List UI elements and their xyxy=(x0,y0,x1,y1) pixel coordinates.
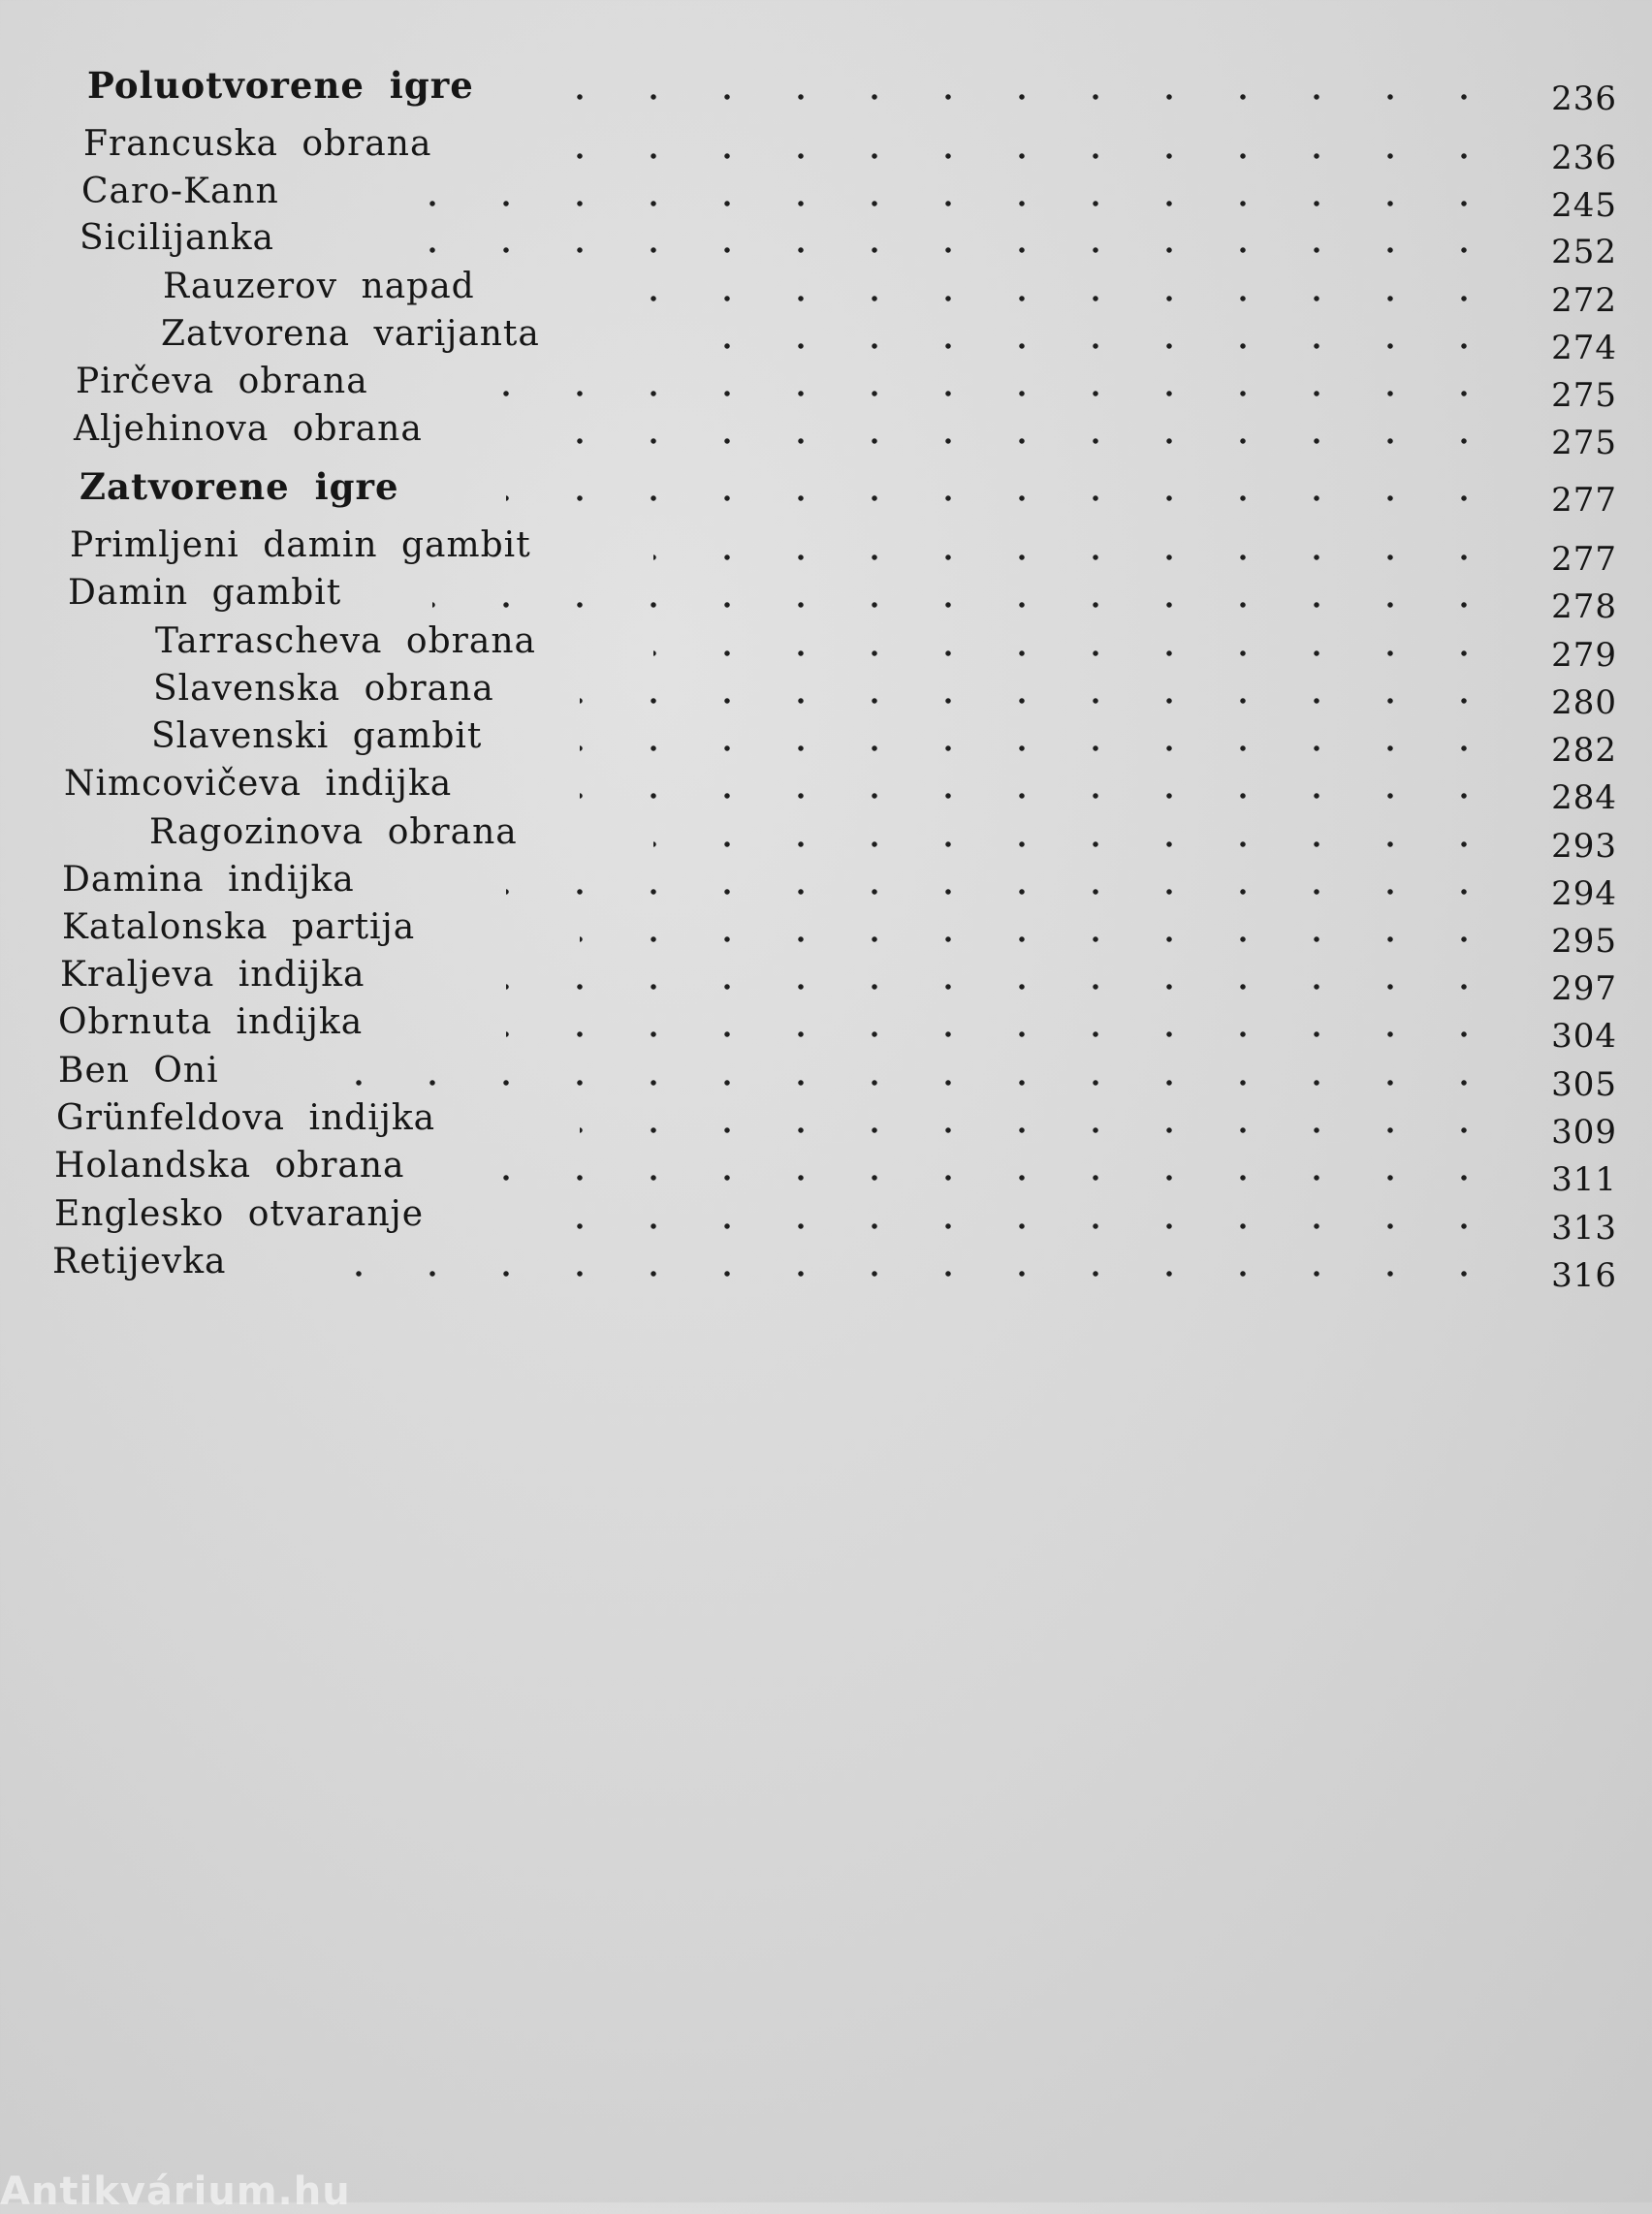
toc-heading xyxy=(0,58,1652,118)
dot-leader xyxy=(506,494,1501,502)
toc-page-number: 294 xyxy=(1551,874,1617,913)
toc-entry-title: Rauzerov napad xyxy=(163,267,475,306)
toc-entry-title: Aljehinova obrana xyxy=(74,409,423,449)
toc-page-number: 236 xyxy=(1551,79,1617,118)
toc-entry xyxy=(0,117,1652,177)
toc-page-number: 311 xyxy=(1551,1160,1617,1199)
toc-entry xyxy=(0,948,1652,1008)
dot-leader xyxy=(580,1126,1501,1134)
toc-entry xyxy=(0,901,1652,961)
toc-page-number: 313 xyxy=(1551,1209,1617,1248)
toc-subentry xyxy=(0,806,1652,866)
toc-entry-title: Slavenski gambit xyxy=(151,716,483,756)
toc-entry-title: Nimcovičeva indijka xyxy=(64,764,453,804)
toc-entry xyxy=(0,1235,1652,1295)
dot-leader xyxy=(580,792,1501,800)
toc-entry-title: Englesko otvaranje xyxy=(54,1194,424,1234)
dot-leader xyxy=(580,935,1501,943)
toc-page-number: 277 xyxy=(1551,540,1617,579)
toc-entry-title: Grünfeldova indijka xyxy=(56,1098,436,1138)
dot-leader xyxy=(588,295,1501,302)
toc-entry-title: Katalonska partija xyxy=(62,907,416,947)
toc-entry-title: Pirčeva obrana xyxy=(76,362,368,401)
toc-entry-title: Ben Oni xyxy=(58,1051,219,1091)
dot-leader xyxy=(506,1030,1501,1038)
toc-entry xyxy=(0,1139,1652,1199)
dot-leader xyxy=(653,554,1501,561)
toc-page-number: 278 xyxy=(1551,587,1617,626)
toc-entry xyxy=(0,165,1652,225)
watermark-text: Antikvárium.hu xyxy=(0,2169,351,2214)
toc-subentry xyxy=(0,662,1652,722)
toc-entry-title: Ragozinova obrana xyxy=(149,812,518,852)
toc-page-number: 297 xyxy=(1551,969,1617,1008)
dot-leader xyxy=(335,1270,1501,1278)
toc-entry xyxy=(0,1044,1652,1104)
dot-leader xyxy=(498,1174,1501,1182)
toc-page-number: 275 xyxy=(1551,376,1617,415)
toc-entry xyxy=(0,757,1652,817)
toc-page-number: 279 xyxy=(1551,636,1617,675)
dot-leader xyxy=(514,152,1501,160)
toc-entry xyxy=(0,566,1652,626)
toc-entry xyxy=(0,996,1652,1056)
dot-leader xyxy=(514,93,1501,101)
toc-heading xyxy=(0,459,1652,520)
toc-entry xyxy=(0,853,1652,913)
toc-subentry xyxy=(0,307,1652,367)
toc-page-number: 236 xyxy=(1551,139,1617,177)
toc-page-number: 277 xyxy=(1551,481,1617,520)
dot-leader xyxy=(653,840,1501,848)
toc-entry-title: Obrnuta indijka xyxy=(58,1002,364,1042)
dot-leader xyxy=(580,744,1501,752)
toc-entry-title: Kraljeva indijka xyxy=(60,955,365,995)
toc-entry-title: Sicilijanka xyxy=(79,218,274,258)
toc-page-number: 280 xyxy=(1551,683,1617,722)
toc-entry-title: Holandska obrana xyxy=(54,1146,405,1186)
toc-entry-title: Zatvorena varijanta xyxy=(161,314,540,354)
dot-leader xyxy=(506,983,1501,991)
toc-page-number: 304 xyxy=(1551,1017,1617,1056)
dot-leader xyxy=(572,1222,1501,1230)
toc-page-number: 252 xyxy=(1551,233,1617,271)
toc-entry-title: Francuska obrana xyxy=(83,124,432,164)
toc-page-number: 284 xyxy=(1551,778,1617,817)
toc-entry xyxy=(0,402,1652,462)
toc-entry-title: Primljeni damin gambit xyxy=(70,525,531,565)
toc-entry-title: Damina indijka xyxy=(62,860,355,900)
dot-leader xyxy=(514,437,1501,445)
dot-leader xyxy=(661,342,1501,350)
toc-page-number: 245 xyxy=(1551,186,1617,225)
dot-leader xyxy=(653,649,1501,657)
toc-page-number: 295 xyxy=(1551,922,1617,961)
toc-entry-title: Slavenska obrana xyxy=(153,669,494,709)
toc-page-number: 309 xyxy=(1551,1113,1617,1152)
toc-entry-title: Damin gambit xyxy=(68,573,342,613)
toc-entry xyxy=(0,519,1652,579)
toc-page-number: 272 xyxy=(1551,281,1617,320)
dot-leader xyxy=(366,200,1501,207)
dot-leader xyxy=(440,390,1501,397)
toc-entry xyxy=(0,211,1652,271)
toc-entry-title: Tarrascheva obrana xyxy=(155,621,536,661)
dot-leader xyxy=(506,888,1501,896)
toc-subentry xyxy=(0,710,1652,770)
toc-page-number: 316 xyxy=(1551,1256,1617,1295)
toc-entry xyxy=(0,355,1652,415)
toc-page-number: 305 xyxy=(1551,1065,1617,1104)
toc-entry xyxy=(0,1091,1652,1152)
toc-subentry xyxy=(0,260,1652,320)
toc-page-number: 293 xyxy=(1551,827,1617,866)
toc-entry-title: Caro-Kann xyxy=(81,172,279,211)
toc-entry xyxy=(0,1187,1652,1248)
toc-heading-title: Poluotvorene igre xyxy=(87,64,474,107)
toc-page-number: 275 xyxy=(1551,424,1617,462)
toc-page-number: 274 xyxy=(1551,329,1617,367)
toc-entry-title: Retijevka xyxy=(52,1242,227,1281)
dot-leader xyxy=(347,1079,1501,1087)
toc-page-number: 282 xyxy=(1551,731,1617,770)
dot-leader xyxy=(366,246,1501,254)
toc-heading-title: Zatvorene igre xyxy=(79,465,399,508)
dot-leader xyxy=(580,697,1501,705)
dot-leader xyxy=(432,601,1501,609)
toc-subentry xyxy=(0,615,1652,675)
